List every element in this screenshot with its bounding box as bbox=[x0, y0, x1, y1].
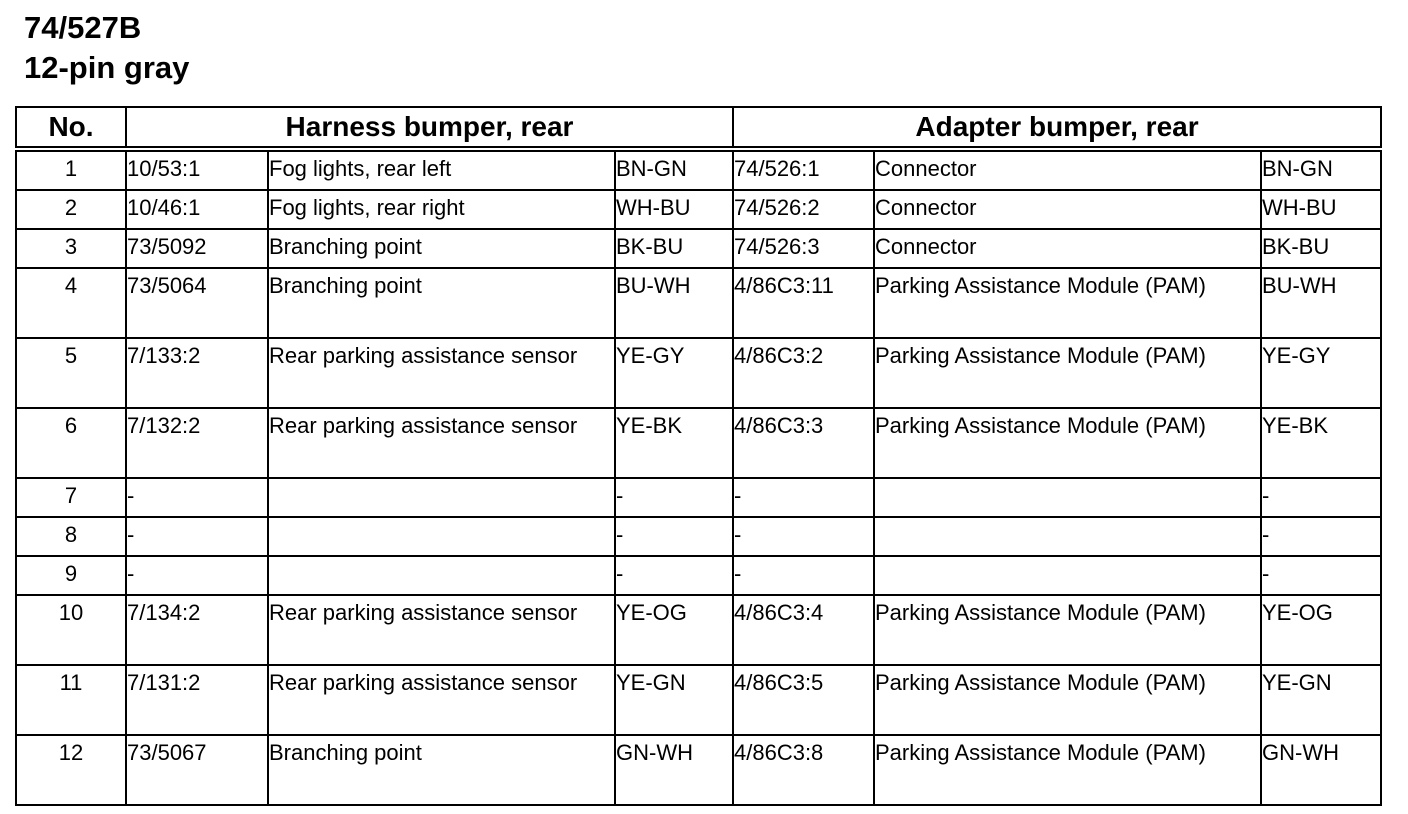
adapter-connector: 74/526:3 bbox=[733, 229, 874, 268]
harness-connector: - bbox=[126, 556, 268, 595]
harness-wire-color: YE-OG bbox=[615, 595, 733, 665]
header-harness: Harness bumper, rear bbox=[126, 107, 733, 149]
harness-connector: 10/46:1 bbox=[126, 190, 268, 229]
harness-description: Rear parking assistance sensor bbox=[268, 595, 615, 665]
connector-description: 12-pin gray bbox=[24, 50, 190, 85]
pin-number: 5 bbox=[16, 338, 126, 408]
adapter-description: Parking Assistance Module (PAM) bbox=[874, 408, 1261, 478]
harness-description: Branching point bbox=[268, 229, 615, 268]
pin-number: 12 bbox=[16, 735, 126, 805]
adapter-description: Connector bbox=[874, 229, 1261, 268]
adapter-connector: 4/86C3:2 bbox=[733, 338, 874, 408]
harness-connector: 7/133:2 bbox=[126, 338, 268, 408]
pin-number: 6 bbox=[16, 408, 126, 478]
adapter-description: Parking Assistance Module (PAM) bbox=[874, 268, 1261, 338]
table-row bbox=[16, 149, 1381, 190]
pin-number: 2 bbox=[16, 190, 126, 229]
harness-wire-color: BN-GN bbox=[615, 149, 733, 190]
pin-number: 3 bbox=[16, 229, 126, 268]
adapter-wire-color: BN-GN bbox=[1261, 149, 1381, 190]
harness-connector: 73/5067 bbox=[126, 735, 268, 805]
harness-wire-color: WH-BU bbox=[615, 190, 733, 229]
adapter-wire-color: BU-WH bbox=[1261, 268, 1381, 338]
harness-description: Fog lights, rear right bbox=[268, 190, 615, 229]
harness-description bbox=[268, 556, 615, 595]
table-row bbox=[16, 665, 1381, 735]
adapter-description bbox=[874, 478, 1261, 517]
adapter-connector: 74/526:2 bbox=[733, 190, 874, 229]
table-row bbox=[16, 229, 1381, 268]
harness-wire-color: GN-WH bbox=[615, 735, 733, 805]
adapter-description: Connector bbox=[874, 190, 1261, 229]
harness-wire-color: - bbox=[615, 556, 733, 595]
harness-description: Rear parking assistance sensor bbox=[268, 665, 615, 735]
adapter-description: Parking Assistance Module (PAM) bbox=[874, 338, 1261, 408]
harness-description: Fog lights, rear left bbox=[268, 149, 615, 190]
adapter-connector: 4/86C3:11 bbox=[733, 268, 874, 338]
pin-number: 9 bbox=[16, 556, 126, 595]
harness-description: Rear parking assistance sensor bbox=[268, 408, 615, 478]
pinout-table bbox=[15, 106, 1382, 806]
adapter-wire-color: - bbox=[1261, 478, 1381, 517]
harness-connector: 7/131:2 bbox=[126, 665, 268, 735]
adapter-description bbox=[874, 556, 1261, 595]
harness-wire-color: BK-BU bbox=[615, 229, 733, 268]
harness-wire-color: YE-GY bbox=[615, 338, 733, 408]
adapter-connector: - bbox=[733, 478, 874, 517]
harness-connector: 10/53:1 bbox=[126, 149, 268, 190]
adapter-connector: - bbox=[733, 517, 874, 556]
harness-wire-color: BU-WH bbox=[615, 268, 733, 338]
adapter-description bbox=[874, 517, 1261, 556]
header-no: No. bbox=[16, 107, 126, 149]
harness-wire-color: YE-GN bbox=[615, 665, 733, 735]
table-row bbox=[16, 268, 1381, 338]
harness-wire-color: YE-BK bbox=[615, 408, 733, 478]
connector-id: 74/527B bbox=[24, 10, 142, 45]
pin-number: 7 bbox=[16, 478, 126, 517]
adapter-wire-color: WH-BU bbox=[1261, 190, 1381, 229]
table-row bbox=[16, 338, 1381, 408]
adapter-wire-color: GN-WH bbox=[1261, 735, 1381, 805]
pin-number: 4 bbox=[16, 268, 126, 338]
harness-connector: 73/5092 bbox=[126, 229, 268, 268]
table-row bbox=[16, 478, 1381, 517]
harness-description: Branching point bbox=[268, 735, 615, 805]
adapter-connector: 4/86C3:3 bbox=[733, 408, 874, 478]
table-row bbox=[16, 556, 1381, 595]
table-row bbox=[16, 735, 1381, 805]
harness-connector: 73/5064 bbox=[126, 268, 268, 338]
adapter-wire-color: YE-GY bbox=[1261, 338, 1381, 408]
adapter-connector: 4/86C3:4 bbox=[733, 595, 874, 665]
adapter-connector: 4/86C3:5 bbox=[733, 665, 874, 735]
adapter-wire-color: - bbox=[1261, 556, 1381, 595]
header-adapter: Adapter bumper, rear bbox=[733, 107, 1381, 149]
table-row bbox=[16, 190, 1381, 229]
table-row bbox=[16, 517, 1381, 556]
harness-connector: - bbox=[126, 478, 268, 517]
harness-description bbox=[268, 517, 615, 556]
adapter-wire-color: - bbox=[1261, 517, 1381, 556]
adapter-description: Connector bbox=[874, 149, 1261, 190]
harness-wire-color: - bbox=[615, 478, 733, 517]
harness-description bbox=[268, 478, 615, 517]
adapter-description: Parking Assistance Module (PAM) bbox=[874, 735, 1261, 805]
adapter-connector: 4/86C3:8 bbox=[733, 735, 874, 805]
pin-number: 11 bbox=[16, 665, 126, 735]
pin-number: 1 bbox=[16, 149, 126, 190]
adapter-wire-color: YE-BK bbox=[1261, 408, 1381, 478]
harness-connector: 7/134:2 bbox=[126, 595, 268, 665]
adapter-description: Parking Assistance Module (PAM) bbox=[874, 665, 1261, 735]
harness-description: Rear parking assistance sensor bbox=[268, 338, 615, 408]
harness-connector: 7/132:2 bbox=[126, 408, 268, 478]
adapter-description: Parking Assistance Module (PAM) bbox=[874, 595, 1261, 665]
harness-wire-color: - bbox=[615, 517, 733, 556]
harness-description: Branching point bbox=[268, 268, 615, 338]
pin-number: 10 bbox=[16, 595, 126, 665]
adapter-wire-color: YE-GN bbox=[1261, 665, 1381, 735]
adapter-wire-color: YE-OG bbox=[1261, 595, 1381, 665]
header-row bbox=[16, 107, 1381, 149]
adapter-connector: 74/526:1 bbox=[733, 149, 874, 190]
adapter-wire-color: BK-BU bbox=[1261, 229, 1381, 268]
harness-connector: - bbox=[126, 517, 268, 556]
adapter-connector: - bbox=[733, 556, 874, 595]
table-row bbox=[16, 408, 1381, 478]
table-row bbox=[16, 595, 1381, 665]
pin-number: 8 bbox=[16, 517, 126, 556]
